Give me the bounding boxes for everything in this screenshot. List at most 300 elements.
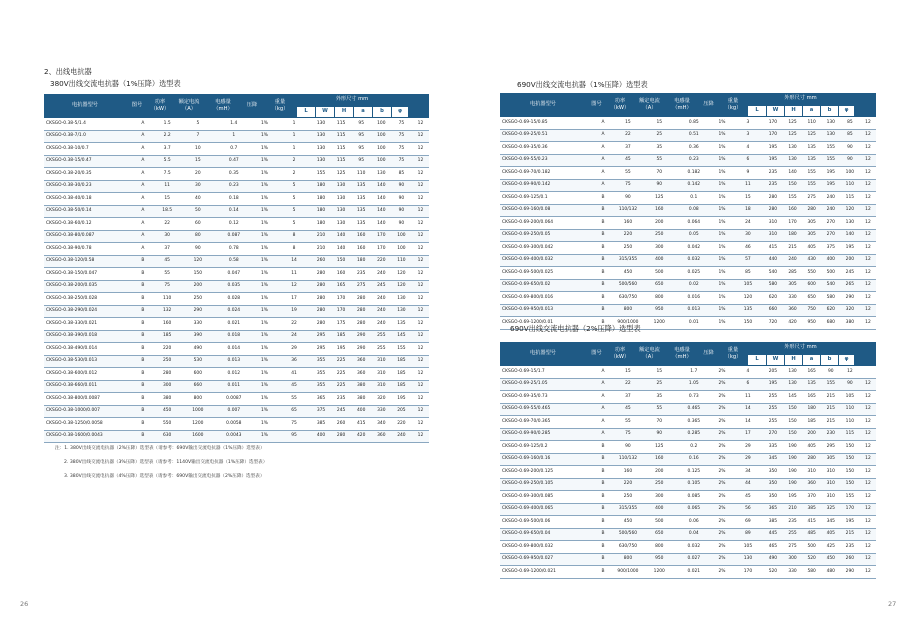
col-header-weight bbox=[264, 94, 296, 118]
table-cell: 2% bbox=[710, 566, 732, 579]
table-cell: 1% bbox=[251, 293, 276, 306]
table-cell: 2% bbox=[710, 441, 732, 454]
table-cell: 11 bbox=[154, 180, 179, 193]
table-cell: 12 bbox=[411, 143, 429, 156]
table-cell: 12 bbox=[411, 368, 429, 381]
table-cell: 280 bbox=[310, 318, 330, 331]
table-cell: B bbox=[591, 192, 613, 205]
table-cell: 25 bbox=[641, 378, 676, 391]
table-cell: 195 bbox=[840, 516, 859, 529]
table-cell: 12 bbox=[411, 380, 429, 393]
table-cell: A bbox=[591, 366, 613, 378]
model-cell: CKSGO-0.38-30/0.23 bbox=[44, 180, 131, 193]
table-cell: 185 bbox=[331, 330, 351, 343]
table-row bbox=[500, 428, 876, 441]
table-cell: B bbox=[591, 317, 613, 330]
model-cell: CKSGO-0.38-15/0.47 bbox=[44, 155, 131, 168]
table-cell: 450 bbox=[614, 267, 642, 280]
model-cell: CKSGO-0.69-55/0.465 bbox=[500, 403, 591, 416]
table-cell: 6 bbox=[733, 378, 763, 391]
col-header-inductance bbox=[666, 93, 698, 117]
table-cell: 12 bbox=[859, 142, 876, 155]
col-header-power-unit: （kW） bbox=[610, 105, 630, 111]
table-cell: 2% bbox=[710, 503, 732, 516]
table-cell: 650 bbox=[802, 292, 821, 305]
table-cell: 650 bbox=[641, 528, 676, 541]
table-cell: 1% bbox=[251, 305, 276, 318]
table-row bbox=[44, 143, 429, 156]
model-cell: CKSGO-0.38-490/0.014 bbox=[44, 343, 131, 356]
table-cell: 115 bbox=[331, 118, 351, 130]
table-cell: 170 bbox=[371, 230, 391, 243]
table-cell: 420 bbox=[351, 430, 371, 443]
table-cell: A bbox=[591, 179, 613, 192]
table-cell: 255 bbox=[782, 528, 801, 541]
table-cell: 240 bbox=[782, 254, 801, 267]
table-cell: 255 bbox=[371, 330, 391, 343]
col-header-power-unit: （kW） bbox=[610, 354, 630, 360]
table-cell: 300 bbox=[154, 380, 179, 393]
table-cell: 360 bbox=[371, 430, 391, 443]
table-cell: 720 bbox=[762, 317, 782, 330]
table-cell: 130 bbox=[391, 293, 411, 306]
table-cell: 310 bbox=[821, 478, 840, 491]
col-header-dim-a: a bbox=[803, 355, 820, 366]
table-cell: 75 bbox=[614, 428, 642, 441]
right-spec-table-1 bbox=[500, 117, 876, 330]
table-cell: 385 bbox=[802, 503, 821, 516]
table-row bbox=[500, 179, 876, 192]
table-cell: 75 bbox=[391, 130, 411, 143]
table-cell: 5 bbox=[277, 180, 311, 193]
table-cell: 330 bbox=[782, 566, 801, 579]
table-cell: 1.05 bbox=[676, 378, 710, 391]
table-cell: 12 bbox=[859, 416, 876, 429]
table-cell: A bbox=[131, 130, 154, 143]
col-header-drop bbox=[698, 93, 719, 117]
table-row bbox=[500, 204, 876, 217]
table-cell: 420 bbox=[782, 317, 801, 330]
table-cell: 290 bbox=[351, 330, 371, 343]
table-cell: 12 bbox=[859, 129, 876, 142]
table-cell: 120 bbox=[840, 204, 859, 217]
table-cell: 160 bbox=[351, 230, 371, 243]
col-header-dims: 外形尺寸 mm bbox=[335, 96, 369, 103]
table-cell: 240 bbox=[821, 192, 840, 205]
table-cell: 290 bbox=[179, 305, 215, 318]
table-cell: B bbox=[131, 305, 154, 318]
table-cell: 0.18 bbox=[215, 193, 251, 206]
table-cell: 310 bbox=[821, 491, 840, 504]
table-cell: 12 bbox=[859, 403, 876, 416]
col-header-inductance-unit: （mH） bbox=[672, 354, 692, 360]
table-cell: 1% bbox=[710, 242, 732, 255]
table-cell: 135 bbox=[351, 218, 371, 231]
table-cell: 220 bbox=[371, 255, 391, 268]
table-cell: 195 bbox=[331, 343, 351, 356]
table-cell: 280 bbox=[310, 280, 330, 293]
table-cell: 355 bbox=[310, 355, 330, 368]
table-cell: 0.73 bbox=[676, 391, 710, 404]
table-cell: 65 bbox=[277, 405, 311, 418]
table-cell: 12 bbox=[411, 130, 429, 143]
table-cell: 1 bbox=[277, 118, 311, 130]
col-header-dim-L: L bbox=[297, 107, 315, 118]
table-cell: 0.05 bbox=[676, 229, 710, 242]
model-cell: CKSGO-0.38-80/0.087 bbox=[44, 230, 131, 243]
table-cell: 660 bbox=[762, 304, 782, 317]
table-cell: 15 bbox=[641, 366, 676, 378]
table-cell: 0.013 bbox=[676, 304, 710, 317]
table-cell: 185 bbox=[154, 330, 179, 343]
table-cell: 12 bbox=[859, 292, 876, 305]
table-cell: 225 bbox=[331, 355, 351, 368]
table-cell: 2% bbox=[710, 478, 732, 491]
table-cell: 90 bbox=[391, 193, 411, 206]
table-cell: 0.78 bbox=[215, 243, 251, 256]
table-cell: 240 bbox=[391, 430, 411, 443]
table-cell: 170 bbox=[782, 217, 801, 230]
table-cell: 56 bbox=[733, 503, 763, 516]
table-cell: 17 bbox=[733, 428, 763, 441]
table-row bbox=[44, 380, 429, 393]
table-cell: 160 bbox=[641, 204, 676, 217]
table-cell: B bbox=[591, 491, 613, 504]
table-cell: 400 bbox=[821, 254, 840, 267]
col-header-inductance-unit: （mH） bbox=[672, 105, 692, 111]
table-cell: 12 bbox=[859, 154, 876, 167]
model-cell: CKSGO-0.38-60/0.12 bbox=[44, 218, 131, 231]
table-cell: B bbox=[131, 318, 154, 331]
table-cell: 0.01 bbox=[676, 317, 710, 330]
table-row bbox=[500, 229, 876, 242]
model-cell: CKSGO-0.69-300/0.085 bbox=[500, 491, 591, 504]
table-cell: 110/132 bbox=[614, 204, 642, 217]
table-cell: 480 bbox=[821, 566, 840, 579]
model-cell: CKSGO-0.69-400/0.032 bbox=[500, 254, 591, 267]
table-cell: 14 bbox=[277, 255, 311, 268]
table-cell: B bbox=[591, 453, 613, 466]
col-header-weight-label: 重量 bbox=[727, 97, 739, 104]
table-cell: 360 bbox=[782, 304, 801, 317]
left-spec-table bbox=[44, 118, 429, 443]
table-cell: 235 bbox=[762, 167, 782, 180]
table-cell: 325 bbox=[821, 503, 840, 516]
table-cell: 155 bbox=[310, 168, 330, 181]
table-cell: 0.016 bbox=[676, 292, 710, 305]
table-cell: 100 bbox=[391, 243, 411, 256]
table-cell: 1% bbox=[251, 218, 276, 231]
table-cell: 12 bbox=[859, 391, 876, 404]
table-cell: 1% bbox=[710, 154, 732, 167]
table-row bbox=[500, 553, 876, 566]
table-cell: 210 bbox=[310, 243, 330, 256]
table-cell: 55 bbox=[641, 403, 676, 416]
col-header-dim-b: b bbox=[373, 107, 391, 118]
table-cell: 12 bbox=[411, 293, 429, 306]
table-cell: 650 bbox=[641, 279, 676, 292]
table-cell: 0.85 bbox=[676, 117, 710, 129]
table-cell: 255 bbox=[762, 416, 782, 429]
table-cell: 165 bbox=[802, 391, 821, 404]
col-header-figure bbox=[586, 342, 607, 366]
model-cell: CKSGO-0.38-390/0.018 bbox=[44, 330, 131, 343]
table-cell: 105 bbox=[733, 541, 763, 554]
table-cell: 12 bbox=[859, 229, 876, 242]
table-cell: 205 bbox=[391, 405, 411, 418]
table-cell: 130 bbox=[821, 117, 840, 129]
table-cell: 620 bbox=[762, 292, 782, 305]
table-cell: 1% bbox=[251, 355, 276, 368]
table-cell: 200 bbox=[641, 466, 676, 479]
table-cell: 1% bbox=[251, 405, 276, 418]
table-cell: 90 bbox=[840, 154, 859, 167]
table-cell: 1% bbox=[710, 292, 732, 305]
table-cell: 260 bbox=[310, 255, 330, 268]
table-cell: 1% bbox=[251, 343, 276, 356]
table-cell: 265 bbox=[840, 279, 859, 292]
table-cell: 1% bbox=[710, 142, 732, 155]
col-header-power bbox=[607, 93, 633, 117]
table-cell: A bbox=[591, 142, 613, 155]
table-cell: B bbox=[591, 441, 613, 454]
table-cell: 0.1 bbox=[676, 192, 710, 205]
table-cell: A bbox=[131, 118, 154, 130]
table-cell: 305 bbox=[802, 229, 821, 242]
table-cell: 300 bbox=[782, 553, 801, 566]
model-cell: CKSGO-0.38-7/1.0 bbox=[44, 130, 131, 143]
model-cell: CKSGO-0.38-20/0.35 bbox=[44, 168, 131, 181]
col-header-figure bbox=[126, 94, 148, 118]
table-cell: 37 bbox=[614, 391, 642, 404]
col-header-power bbox=[607, 342, 633, 366]
table-cell: 450 bbox=[821, 553, 840, 566]
table-cell: 90 bbox=[391, 205, 411, 218]
table-cell: 1% bbox=[251, 130, 276, 143]
table-row bbox=[44, 168, 429, 181]
table-cell: 170 bbox=[840, 503, 859, 516]
model-cell: CKSGO-0.38-330/0.021 bbox=[44, 318, 131, 331]
col-header-current-unit: （A） bbox=[182, 106, 196, 112]
col-header-dims: 外形尺寸 mm bbox=[784, 344, 817, 351]
section-title: 2、出线电抗器 bbox=[44, 67, 92, 76]
table-cell: 310 bbox=[371, 380, 391, 393]
table-cell: 5 bbox=[277, 205, 311, 218]
col-header-dim-b: b bbox=[821, 355, 838, 366]
col-header-dim-W: W bbox=[316, 107, 334, 118]
table-cell: 580 bbox=[762, 279, 782, 292]
table-cell: 2 bbox=[277, 168, 311, 181]
table-cell: 285 bbox=[782, 267, 801, 280]
table-cell: 110 bbox=[802, 117, 821, 129]
table-cell: 295 bbox=[821, 441, 840, 454]
table-row bbox=[500, 254, 876, 267]
col-header-dim-H: H bbox=[785, 355, 802, 366]
col-header-current bbox=[633, 342, 666, 366]
table-cell: 400 bbox=[310, 430, 330, 443]
table-cell: 110 bbox=[840, 416, 859, 429]
table-cell: 12 bbox=[411, 243, 429, 256]
table-cell: 0.04 bbox=[676, 528, 710, 541]
table-cell: 280 bbox=[351, 318, 371, 331]
table-cell: 2% bbox=[710, 541, 732, 554]
table-cell: 500 bbox=[802, 541, 821, 554]
col-header-inductance bbox=[206, 94, 240, 118]
table-cell: B bbox=[131, 330, 154, 343]
table-cell: 3 bbox=[733, 117, 763, 129]
table-row bbox=[44, 118, 429, 130]
table-cell: 305 bbox=[821, 453, 840, 466]
table-cell: 1% bbox=[251, 380, 276, 393]
table-cell: 140 bbox=[331, 230, 351, 243]
table-cell: 170 bbox=[331, 293, 351, 306]
table-cell: 485 bbox=[802, 528, 821, 541]
table-cell: 12 bbox=[411, 230, 429, 243]
table-cell: 310 bbox=[762, 217, 782, 230]
table-cell: 12 bbox=[859, 217, 876, 230]
table-cell: 130 bbox=[310, 143, 330, 156]
table-cell: 630/750 bbox=[614, 292, 642, 305]
col-header-inductance bbox=[666, 342, 698, 366]
table-cell: 255 bbox=[762, 391, 782, 404]
col-header-dim-W: W bbox=[767, 355, 784, 366]
table-cell: 230 bbox=[821, 428, 840, 441]
table-cell: 0.0087 bbox=[215, 393, 251, 406]
table-cell: 95 bbox=[351, 155, 371, 168]
table-cell: 1% bbox=[710, 254, 732, 267]
table-row bbox=[500, 403, 876, 416]
table-cell: 280 bbox=[351, 293, 371, 306]
table-cell: A bbox=[131, 168, 154, 181]
table-cell: 250 bbox=[179, 293, 215, 306]
table-cell: 45 bbox=[614, 154, 642, 167]
table-cell: 90 bbox=[641, 179, 676, 192]
table-cell: 12 bbox=[411, 393, 429, 406]
table-cell: 950 bbox=[641, 304, 676, 317]
table-cell: B bbox=[591, 466, 613, 479]
table-cell: B bbox=[591, 267, 613, 280]
table-cell: 1% bbox=[251, 330, 276, 343]
table-cell: 630/750 bbox=[614, 541, 642, 554]
table-cell: 400 bbox=[641, 503, 676, 516]
table-cell: 290 bbox=[351, 343, 371, 356]
table-cell: 210 bbox=[310, 230, 330, 243]
table-cell: 465 bbox=[762, 541, 782, 554]
col-header-inductance-label: 电感量 bbox=[674, 97, 690, 104]
table-cell: 0.23 bbox=[215, 180, 251, 193]
table-cell: 12 bbox=[859, 192, 876, 205]
table-cell: 360 bbox=[351, 355, 371, 368]
table-cell: A bbox=[131, 180, 154, 193]
model-cell: CKSGO-0.38-90/0.78 bbox=[44, 243, 131, 256]
table-cell: 0.465 bbox=[676, 403, 710, 416]
model-cell: CKSGO-0.38-250/0.028 bbox=[44, 293, 131, 306]
table-cell: 0.024 bbox=[215, 305, 251, 318]
table-cell: 75 bbox=[391, 143, 411, 156]
table-cell: 0.032 bbox=[676, 254, 710, 267]
table-cell: 12 bbox=[859, 117, 876, 129]
table-cell: 380 bbox=[154, 393, 179, 406]
table-row bbox=[500, 453, 876, 466]
table-cell: 12 bbox=[411, 193, 429, 206]
table-cell: 90 bbox=[614, 441, 642, 454]
table-row bbox=[44, 205, 429, 218]
model-cell: CKSGO-0.38-800/0.0087 bbox=[44, 393, 131, 406]
col-header-figure-label: 图号 bbox=[131, 102, 143, 109]
table-cell: 165 bbox=[331, 280, 351, 293]
table-cell: 6 bbox=[733, 154, 763, 167]
table-row bbox=[500, 292, 876, 305]
table-cell: 160 bbox=[154, 318, 179, 331]
table-cell: 130 bbox=[331, 205, 351, 218]
model-cell: CKSGO-0.38-1250/0.0058 bbox=[44, 418, 131, 431]
table-cell: 1% bbox=[710, 279, 732, 292]
table-row bbox=[44, 355, 429, 368]
col-header-current-unit: （A） bbox=[642, 105, 657, 111]
table-cell: 1% bbox=[251, 255, 276, 268]
table-cell: 115 bbox=[331, 130, 351, 143]
table-cell: 125 bbox=[782, 129, 801, 142]
table-cell: 125 bbox=[641, 441, 676, 454]
table-row bbox=[500, 541, 876, 554]
table-cell: 100 bbox=[371, 118, 391, 130]
table-cell: 90 bbox=[614, 192, 642, 205]
table-cell: 55 bbox=[614, 416, 642, 429]
table-cell: 90 bbox=[840, 378, 859, 391]
table-cell: 155 bbox=[821, 154, 840, 167]
table-cell: 12 bbox=[411, 155, 429, 168]
table-cell: 2% bbox=[710, 491, 732, 504]
table-cell: 520 bbox=[762, 566, 782, 579]
table-cell: 150 bbox=[782, 403, 801, 416]
table-cell: 1% bbox=[710, 304, 732, 317]
table-cell: 90 bbox=[391, 218, 411, 231]
table-cell: 320 bbox=[371, 393, 391, 406]
table-cell: 29 bbox=[277, 343, 311, 356]
table-cell: 57 bbox=[733, 254, 763, 267]
table-cell: 4 bbox=[733, 142, 763, 155]
table-row bbox=[500, 279, 876, 292]
table-cell: 155 bbox=[782, 192, 801, 205]
table-row bbox=[500, 217, 876, 230]
table-row bbox=[44, 430, 429, 443]
table-cell: 0.182 bbox=[676, 167, 710, 180]
table-cell: A bbox=[591, 129, 613, 142]
table-cell: 240 bbox=[371, 293, 391, 306]
table-cell: 375 bbox=[821, 242, 840, 255]
col-header-drop-label: 压降 bbox=[703, 101, 714, 108]
table-cell: 1 bbox=[215, 130, 251, 143]
table-cell: 280 bbox=[310, 268, 330, 281]
col-header-drop-label: 压降 bbox=[246, 102, 258, 109]
table-cell: 15 bbox=[641, 117, 676, 129]
table-cell: A bbox=[591, 378, 613, 391]
table-cell: 8 bbox=[277, 230, 311, 243]
table-cell: 140 bbox=[331, 243, 351, 256]
table-cell: 415 bbox=[351, 418, 371, 431]
col-header-dim-H: H bbox=[335, 107, 353, 118]
table-cell: 125 bbox=[331, 168, 351, 181]
table-cell: 125 bbox=[802, 129, 821, 142]
table-cell: 12 bbox=[411, 268, 429, 281]
table-cell: 12 bbox=[859, 167, 876, 180]
model-cell: CKSGO-0.69-160/0.08 bbox=[500, 204, 591, 217]
table-row bbox=[500, 192, 876, 205]
model-cell: CKSGO-0.38-660/0.011 bbox=[44, 380, 131, 393]
table-cell: 0.064 bbox=[676, 217, 710, 230]
table-cell: 280 bbox=[762, 192, 782, 205]
table-cell: 160 bbox=[641, 453, 676, 466]
